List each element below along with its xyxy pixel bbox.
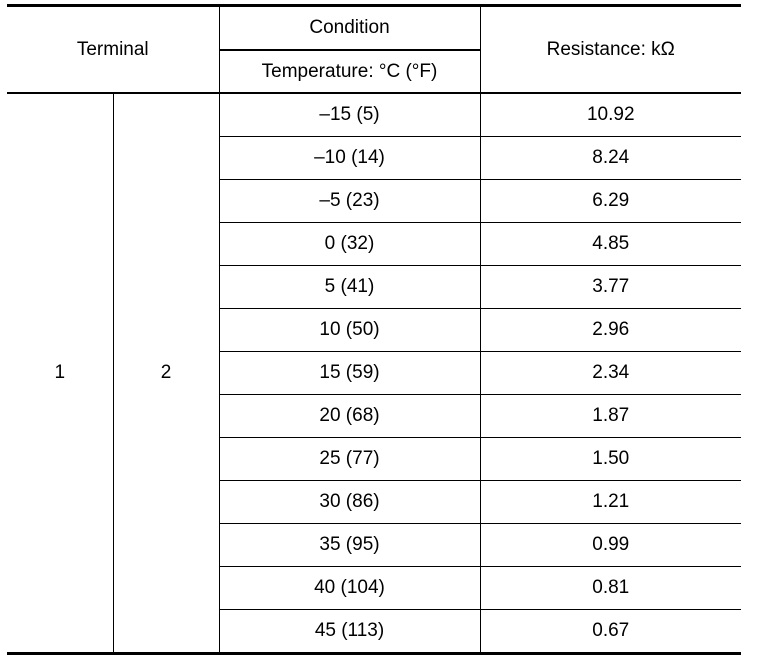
resistance-cell: 1.21 [480,481,741,524]
resistance-cell: 2.96 [480,309,741,352]
terminal-a-cell: 1 [7,93,113,654]
temperature-cell: 20 (68) [219,395,480,438]
temperature-cell: 5 (41) [219,266,480,309]
table-row [7,93,741,137]
temperature-header: Temperature: °C (°F) [219,50,480,93]
resistance-cell: 4.85 [480,223,741,266]
terminal-b-cell: 2 [113,93,219,654]
resistance-cell: 8.24 [480,137,741,180]
resistance-cell: 1.87 [480,395,741,438]
table-body [7,93,741,654]
temperature-cell: 0 (32) [219,223,480,266]
resistance-cell: 0.81 [480,567,741,610]
temperature-cell: 45 (113) [219,610,480,654]
resistance-cell: 2.34 [480,352,741,395]
resistance-cell: 10.92 [480,93,741,137]
resistance-cell: 1.50 [480,438,741,481]
resistance-header: Resistance: kΩ [480,6,741,94]
condition-header: Condition [219,6,480,51]
temperature-cell: –5 (23) [219,180,480,223]
temperature-cell: –15 (5) [219,93,480,137]
resistance-table-container [7,4,741,655]
temperature-cell: –10 (14) [219,137,480,180]
resistance-cell: 3.77 [480,266,741,309]
temperature-cell: 10 (50) [219,309,480,352]
resistance-table [7,4,741,655]
terminal-header: Terminal [7,6,219,94]
temperature-cell: 30 (86) [219,481,480,524]
resistance-cell: 0.99 [480,524,741,567]
temperature-cell: 15 (59) [219,352,480,395]
temperature-cell: 25 (77) [219,438,480,481]
resistance-cell: 6.29 [480,180,741,223]
temperature-cell: 40 (104) [219,567,480,610]
header-row-top [7,6,741,51]
resistance-cell: 0.67 [480,610,741,654]
temperature-cell: 35 (95) [219,524,480,567]
